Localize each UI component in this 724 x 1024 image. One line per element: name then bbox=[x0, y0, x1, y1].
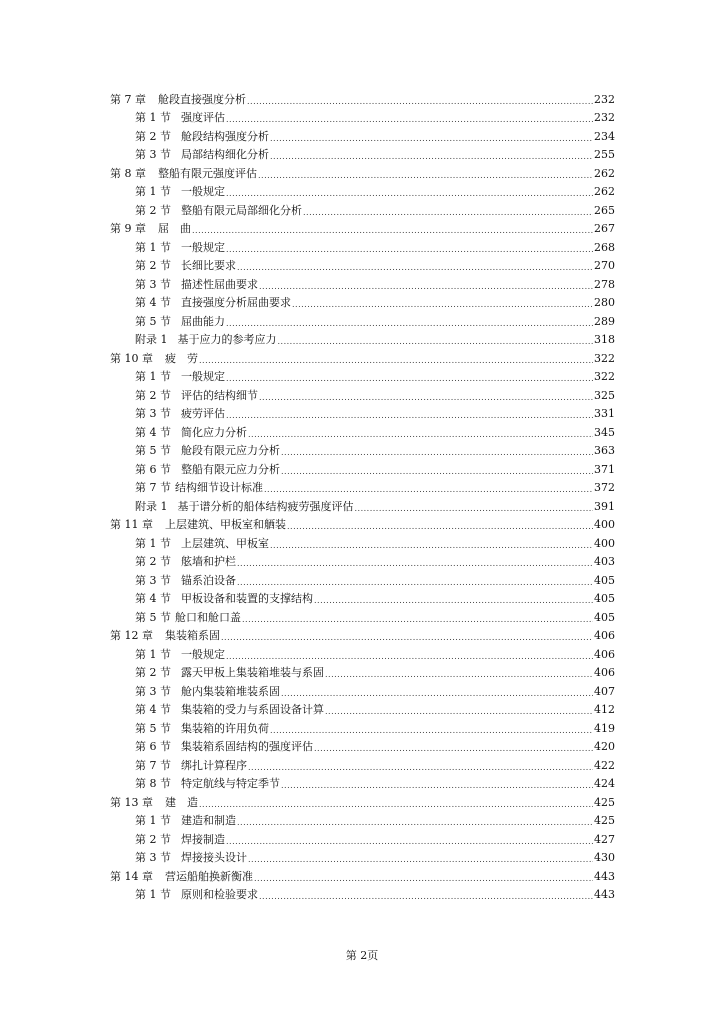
toc-entry-title: 绑扎计算程序 bbox=[181, 758, 247, 772]
toc-section-row[interactable] bbox=[110, 773, 615, 792]
toc-entry-number: 第 1 节 bbox=[135, 111, 171, 124]
toc-entry-number: 第 9 章 bbox=[110, 222, 146, 235]
toc-dot-leader bbox=[281, 447, 593, 458]
toc-dot-leader bbox=[270, 540, 593, 551]
toc-chapter-row[interactable] bbox=[110, 162, 615, 181]
toc-entry-number: 第 4 节 bbox=[135, 296, 171, 309]
toc-entry-title: 原则和检验要求 bbox=[181, 888, 258, 901]
toc-section-row[interactable] bbox=[110, 588, 615, 607]
toc-dot-leader bbox=[292, 299, 593, 310]
toc-entry-title: 集装箱系固 bbox=[165, 629, 220, 642]
toc-entry-number: 第 3 节 bbox=[135, 148, 171, 161]
toc-entry-title: 上层建筑、甲板室 bbox=[181, 536, 269, 550]
toc-dot-leader bbox=[258, 170, 593, 181]
toc-entry-number: 第 5 节 bbox=[135, 610, 171, 624]
toc-entry-title: 屈 曲 bbox=[158, 222, 191, 235]
toc-entry-number: 第 8 节 bbox=[135, 777, 171, 790]
toc-page-number: 422 bbox=[594, 758, 615, 772]
toc-page-number: 232 bbox=[594, 92, 615, 106]
toc-entry-number: 第 2 节 bbox=[135, 832, 171, 846]
toc-entry-number: 第 2 节 bbox=[135, 555, 171, 568]
toc-entry-number: 第 14 章 bbox=[110, 869, 153, 883]
toc-section-row[interactable] bbox=[110, 421, 615, 440]
toc-entry-title: 基于谱分析的船体结构疲劳强度评估 bbox=[177, 499, 354, 513]
toc-section-row[interactable] bbox=[110, 144, 615, 163]
toc-section-row[interactable] bbox=[110, 847, 615, 866]
toc-section-row[interactable] bbox=[110, 699, 615, 718]
toc-dot-leader bbox=[325, 706, 593, 717]
toc-entry-title: 疲劳评估 bbox=[181, 407, 225, 420]
toc-page-number: 420 bbox=[594, 740, 615, 753]
toc-entry-number: 第 2 节 bbox=[135, 203, 171, 217]
toc-section-row[interactable] bbox=[110, 754, 615, 773]
toc-page-number: 406 bbox=[594, 666, 615, 679]
toc-page-number: 425 bbox=[594, 814, 615, 827]
toc-section-row[interactable] bbox=[110, 366, 615, 385]
toc-entry-title: 上层建筑、甲板室和舾装 bbox=[165, 518, 286, 531]
toc-dot-leader bbox=[199, 355, 593, 366]
toc-section-row[interactable] bbox=[110, 662, 615, 681]
toc-section-row[interactable] bbox=[110, 181, 615, 200]
toc-chapter-row[interactable] bbox=[110, 347, 615, 366]
toc-entry-title: 露天甲板上集装箱堆装与系固 bbox=[181, 666, 324, 679]
toc-dot-leader bbox=[270, 151, 593, 162]
toc-page-number: 405 bbox=[594, 610, 615, 624]
toc-chapter-row[interactable] bbox=[110, 625, 615, 644]
toc-entry-title: 舱段结构强度分析 bbox=[181, 129, 269, 143]
toc-entry-title: 疲 劳 bbox=[165, 351, 198, 365]
toc-page-number: 345 bbox=[594, 425, 615, 439]
toc-dot-leader bbox=[226, 188, 593, 199]
toc-section-row[interactable] bbox=[110, 569, 615, 588]
toc-entry-title: 集装箱系固结构的强度评估 bbox=[181, 740, 313, 753]
toc-dot-leader bbox=[264, 484, 593, 495]
toc-entry-title: 描述性屈曲要求 bbox=[181, 277, 258, 291]
toc-page-number: 406 bbox=[594, 647, 615, 661]
toc-dot-leader bbox=[248, 854, 593, 865]
toc-page-number: 267 bbox=[594, 222, 615, 235]
toc-section-row[interactable] bbox=[110, 273, 615, 292]
toc-entry-number: 附录 1 bbox=[135, 499, 168, 513]
toc-entry-number: 第 1 节 bbox=[135, 814, 171, 827]
toc-section-row[interactable] bbox=[110, 810, 615, 829]
toc-entry-number: 第 4 节 bbox=[135, 425, 171, 439]
toc-chapter-row[interactable] bbox=[110, 865, 615, 884]
toc-dot-leader bbox=[248, 762, 593, 773]
toc-entry-title: 一般规定 bbox=[181, 240, 225, 254]
toc-page-number: 419 bbox=[594, 721, 615, 735]
toc-page-number: 234 bbox=[594, 129, 615, 143]
toc-entry-title: 焊接接头设计 bbox=[181, 851, 247, 864]
toc-dot-leader bbox=[259, 392, 593, 403]
toc-entry-number: 第 1 节 bbox=[135, 888, 171, 901]
toc-page-number: 363 bbox=[594, 444, 615, 457]
toc-dot-leader bbox=[226, 651, 593, 662]
toc-dot-leader bbox=[237, 577, 593, 588]
toc-entry-title: 舱段直接强度分析 bbox=[158, 92, 246, 106]
toc-entry-number: 第 2 节 bbox=[135, 388, 171, 402]
toc-entry-number: 第 11 章 bbox=[110, 518, 153, 531]
toc-dot-leader bbox=[254, 873, 593, 884]
toc-dot-leader bbox=[259, 281, 593, 292]
table-of-contents bbox=[110, 88, 615, 902]
toc-dot-leader bbox=[221, 632, 593, 643]
toc-entry-title: 舱段有限元应力分析 bbox=[181, 444, 280, 457]
toc-dot-leader bbox=[281, 466, 593, 477]
toc-chapter-row[interactable] bbox=[110, 218, 615, 237]
toc-entry-number: 第 3 节 bbox=[135, 407, 171, 420]
toc-dot-leader bbox=[237, 817, 593, 828]
toc-section-row[interactable] bbox=[110, 125, 615, 144]
toc-dot-leader bbox=[226, 836, 593, 847]
toc-section-row[interactable] bbox=[110, 884, 615, 903]
toc-dot-leader bbox=[237, 262, 593, 273]
toc-dot-leader bbox=[226, 318, 593, 329]
toc-section-row[interactable] bbox=[110, 310, 615, 329]
toc-entry-number: 第 1 节 bbox=[135, 240, 171, 254]
toc-section-row[interactable] bbox=[110, 828, 615, 847]
toc-dot-leader bbox=[278, 336, 594, 347]
toc-entry-title: 焊接制造 bbox=[181, 832, 225, 846]
toc-page-number: 425 bbox=[594, 795, 615, 809]
toc-entry-number: 第 2 节 bbox=[135, 259, 171, 272]
toc-page-number: 318 bbox=[594, 333, 615, 346]
toc-dot-leader bbox=[281, 780, 593, 791]
toc-section-row[interactable] bbox=[110, 606, 615, 625]
toc-dot-leader bbox=[226, 114, 593, 125]
toc-section-row[interactable] bbox=[110, 329, 615, 348]
toc-entry-number: 第 5 节 bbox=[135, 314, 171, 328]
toc-dot-leader bbox=[248, 429, 593, 440]
toc-entry-number: 第 3 节 bbox=[135, 573, 171, 587]
toc-page-number: 268 bbox=[594, 240, 615, 254]
toc-dot-leader bbox=[226, 244, 593, 255]
toc-section-row[interactable] bbox=[110, 477, 615, 496]
toc-page-number: 443 bbox=[594, 888, 615, 901]
toc-page-number: 403 bbox=[594, 555, 615, 568]
toc-page-number: 232 bbox=[594, 111, 615, 124]
toc-page-number: 262 bbox=[594, 185, 615, 198]
toc-entry-number: 第 10 章 bbox=[110, 351, 153, 365]
toc-chapter-row[interactable] bbox=[110, 514, 615, 533]
toc-entry-title: 整船有限元应力分析 bbox=[181, 462, 280, 476]
toc-page-number: 371 bbox=[594, 462, 615, 476]
toc-entry-title: 舱内集装箱堆装系固 bbox=[181, 684, 280, 698]
toc-entry-number: 第 7 节 bbox=[135, 481, 171, 494]
toc-entry-title: 评估的结构细节 bbox=[181, 388, 258, 402]
toc-entry-number: 第 1 节 bbox=[135, 370, 171, 383]
toc-entry-title: 局部结构细化分析 bbox=[181, 148, 269, 161]
toc-entry-title: 直接强度分析屈曲要求 bbox=[181, 296, 291, 309]
toc-page-number: 280 bbox=[594, 296, 615, 309]
toc-page-number: 427 bbox=[594, 832, 615, 846]
toc-page-number: 424 bbox=[594, 777, 615, 790]
toc-dot-leader bbox=[281, 688, 593, 699]
toc-entry-title: 集装箱的许用负荷 bbox=[181, 721, 269, 735]
toc-page-number: 443 bbox=[594, 869, 615, 883]
toc-dot-leader bbox=[270, 725, 593, 736]
toc-dot-leader bbox=[325, 669, 593, 680]
toc-dot-leader bbox=[247, 96, 593, 107]
toc-dot-leader bbox=[270, 133, 593, 144]
toc-page-number: 372 bbox=[594, 481, 615, 494]
toc-entry-title: 基于应力的参考应力 bbox=[177, 333, 277, 346]
toc-page-number: 405 bbox=[594, 592, 615, 605]
toc-entry-number: 第 5 节 bbox=[135, 721, 171, 735]
toc-entry-number: 第 1 节 bbox=[135, 536, 171, 550]
toc-page-number: 270 bbox=[594, 259, 615, 272]
toc-entry-number: 第 2 节 bbox=[135, 129, 171, 143]
toc-entry-number: 第 12 章 bbox=[110, 629, 153, 642]
toc-page-number: 407 bbox=[594, 684, 615, 698]
toc-page-number: 400 bbox=[594, 536, 615, 550]
toc-entry-number: 第 3 节 bbox=[135, 684, 171, 698]
toc-dot-leader bbox=[199, 799, 593, 810]
toc-page-number: 289 bbox=[594, 314, 615, 328]
toc-entry-title: 一般规定 bbox=[181, 370, 225, 383]
toc-entry-number: 第 2 节 bbox=[135, 666, 171, 679]
toc-dot-leader bbox=[287, 521, 593, 532]
toc-dot-leader bbox=[192, 225, 593, 236]
toc-page-number: 391 bbox=[594, 499, 615, 513]
toc-dot-leader bbox=[314, 743, 593, 754]
toc-section-row[interactable] bbox=[110, 440, 615, 459]
toc-section-row[interactable] bbox=[110, 107, 615, 126]
toc-entry-number: 第 7 节 bbox=[135, 758, 171, 772]
toc-entry-title: 甲板设备和装置的支撑结构 bbox=[181, 592, 313, 605]
toc-dot-leader bbox=[314, 595, 593, 606]
toc-entry-title: 锚系泊设备 bbox=[181, 573, 236, 587]
toc-section-row[interactable] bbox=[110, 255, 615, 274]
toc-entry-title: 特定航线与特定季节 bbox=[181, 777, 280, 790]
page-footer: 第 2页 bbox=[345, 949, 379, 962]
toc-page-number: 278 bbox=[594, 277, 615, 291]
toc-entry-number: 第 5 节 bbox=[135, 444, 171, 457]
toc-entry-number: 第 4 节 bbox=[135, 592, 171, 605]
toc-entry-number: 第 1 节 bbox=[135, 185, 171, 198]
toc-page-number: 406 bbox=[594, 629, 615, 642]
toc-section-row[interactable] bbox=[110, 458, 615, 477]
toc-entry-title: 一般规定 bbox=[181, 647, 225, 661]
toc-entry-number: 第 13 章 bbox=[110, 795, 153, 809]
toc-dot-leader bbox=[355, 503, 594, 514]
toc-section-row[interactable] bbox=[110, 551, 615, 570]
toc-page-number: 322 bbox=[594, 370, 615, 383]
toc-page-number: 405 bbox=[594, 573, 615, 587]
toc-page-number: 255 bbox=[594, 148, 615, 161]
toc-entry-title: 舱口和舱口盖 bbox=[175, 610, 241, 624]
toc-entry-title: 一般规定 bbox=[181, 185, 225, 198]
toc-page-number: 430 bbox=[594, 851, 615, 864]
toc-chapter-row[interactable] bbox=[110, 791, 615, 810]
toc-entry-number: 第 3 节 bbox=[135, 851, 171, 864]
toc-section-row[interactable] bbox=[110, 384, 615, 403]
toc-dot-leader bbox=[226, 373, 593, 384]
toc-entry-number: 第 1 节 bbox=[135, 647, 171, 661]
toc-page-number: 331 bbox=[594, 407, 615, 420]
toc-section-row[interactable] bbox=[110, 495, 615, 514]
toc-entry-title: 长细比要求 bbox=[181, 259, 236, 272]
toc-page-number: 265 bbox=[594, 203, 615, 217]
toc-section-row[interactable] bbox=[110, 292, 615, 311]
toc-entry-title: 结构细节设计标准 bbox=[175, 481, 263, 494]
toc-page-number: 322 bbox=[594, 351, 615, 365]
toc-entry-number: 第 7 章 bbox=[110, 92, 146, 106]
toc-page-number: 325 bbox=[594, 388, 615, 402]
toc-section-row[interactable] bbox=[110, 680, 615, 699]
toc-dot-leader bbox=[226, 410, 593, 421]
toc-dot-leader bbox=[259, 891, 593, 902]
toc-entry-number: 第 3 节 bbox=[135, 277, 171, 291]
toc-entry-number: 第 8 章 bbox=[110, 166, 146, 180]
toc-dot-leader bbox=[242, 614, 593, 625]
toc-entry-title: 简化应力分析 bbox=[181, 425, 247, 439]
toc-entry-number: 第 4 节 bbox=[135, 703, 171, 716]
toc-dot-leader bbox=[303, 207, 593, 218]
toc-section-row[interactable] bbox=[110, 236, 615, 255]
toc-entry-title: 营运船舶换新衡准 bbox=[165, 869, 253, 883]
toc-entry-title: 集装箱的受力与系固设备计算 bbox=[181, 703, 324, 716]
toc-entry-title: 强度评估 bbox=[181, 111, 225, 124]
toc-entry-title: 整船有限元强度评估 bbox=[158, 166, 257, 180]
toc-entry-number: 第 6 节 bbox=[135, 740, 171, 753]
toc-page-number: 412 bbox=[594, 703, 615, 716]
toc-entry-title: 建造和制造 bbox=[181, 814, 236, 827]
toc-entry-title: 整船有限元局部细化分析 bbox=[181, 203, 302, 217]
toc-section-row[interactable] bbox=[110, 532, 615, 551]
toc-section-row[interactable] bbox=[110, 403, 615, 422]
toc-page-number: 262 bbox=[594, 166, 615, 180]
toc-entry-title: 建 造 bbox=[165, 795, 198, 809]
toc-section-row[interactable] bbox=[110, 736, 615, 755]
toc-page-number: 400 bbox=[594, 518, 615, 531]
toc-dot-leader bbox=[237, 558, 593, 569]
toc-entry-number: 附录 1 bbox=[135, 333, 168, 346]
toc-entry-number: 第 6 节 bbox=[135, 462, 171, 476]
toc-section-row[interactable] bbox=[110, 643, 615, 662]
toc-section-row[interactable] bbox=[110, 199, 615, 218]
toc-entry-title: 屈曲能力 bbox=[181, 314, 225, 328]
toc-entry-title: 舷墙和护栏 bbox=[181, 555, 236, 568]
toc-chapter-row[interactable] bbox=[110, 88, 615, 107]
toc-section-row[interactable] bbox=[110, 717, 615, 736]
